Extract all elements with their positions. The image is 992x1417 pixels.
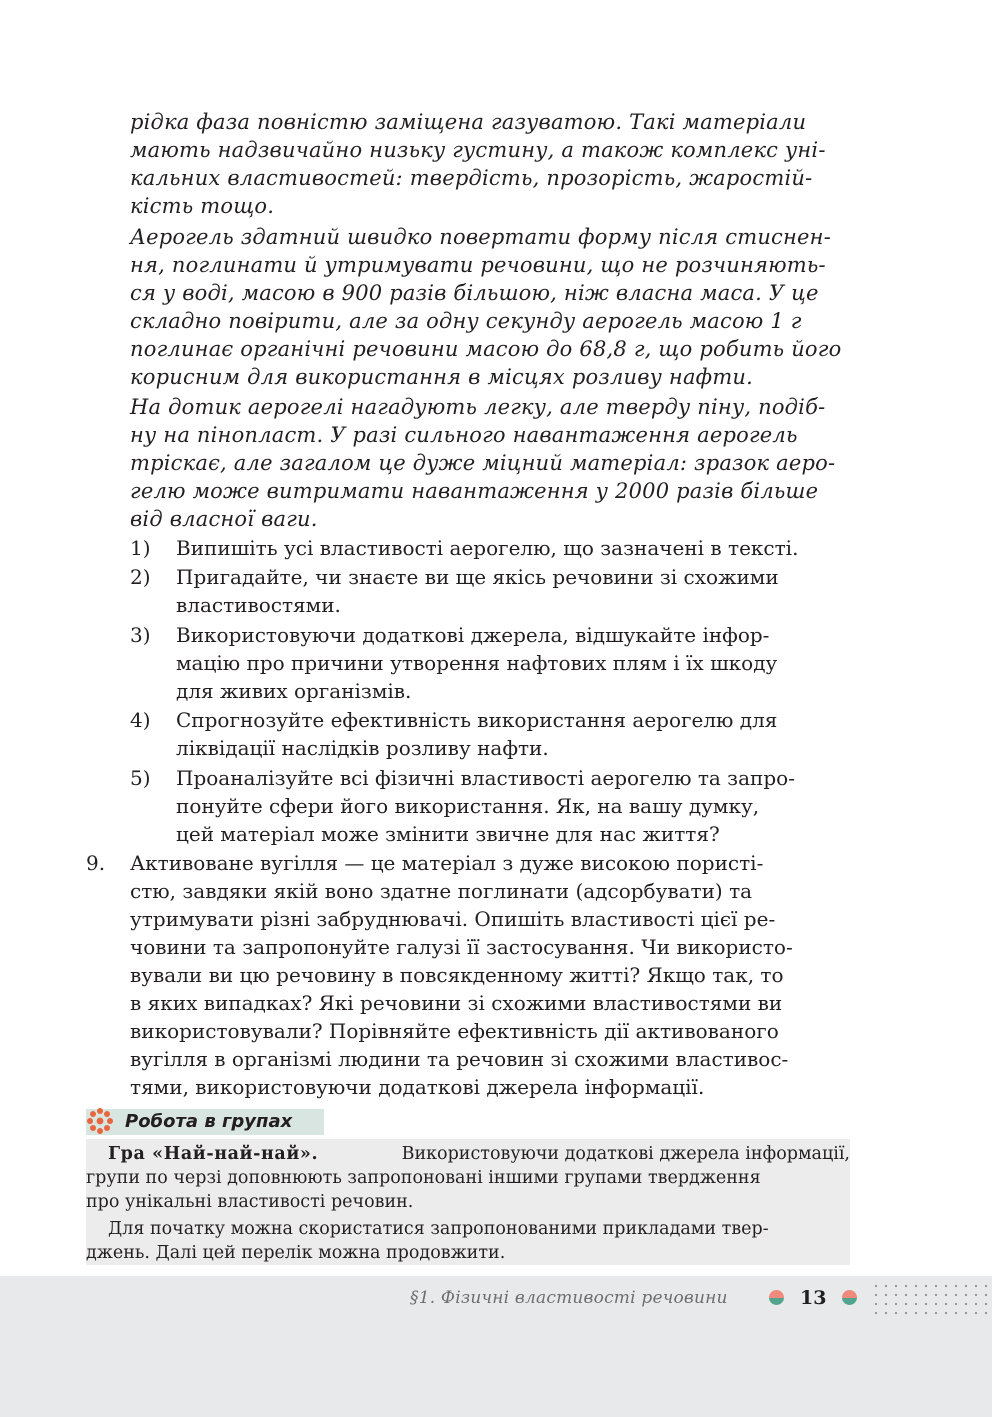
subtask-number: 1): [130, 536, 151, 560]
text-line: кість тощо.: [130, 194, 275, 218]
subtask-number: 2): [130, 565, 151, 589]
group-work-icon: [85, 1106, 115, 1136]
subtask-4: [176, 706, 852, 762]
text-line: Випишіть усі властивості аерогелю, що зазначені в тексті.: [176, 536, 799, 560]
text-line: цей матеріал може змінити звичне для нас життя?: [176, 822, 720, 846]
text-line: Для початку можна скористатися запропонованими прикладами твер-: [108, 1219, 769, 1239]
footer-section-title: §1. Фізичні властивості речовини: [410, 1288, 728, 1308]
text-line: використовували? Порівняйте ефективність дії активованого: [130, 1019, 779, 1043]
text-line: стю, завдяки якій воно здатне поглинати (адсорбувати) та: [130, 879, 753, 903]
text-line: складно повірити, але за одну секунду аерогель масою 1 г: [130, 309, 802, 333]
text-line: вували ви цю речовину в повсякденному житті? Якщо так, то: [130, 963, 784, 987]
decorative-dot-icon: [769, 1290, 784, 1305]
group-work-paragraph-1: [86, 1142, 850, 1214]
text-line: вугілля в організмі людини та речовин зі схожими властивос-: [130, 1047, 789, 1071]
text-line: джень. Далі цей перелік можна продовжити.: [86, 1243, 506, 1263]
intro-paragraph-3: [130, 393, 851, 533]
text-line: Проаналізуйте всі фізичні властивості аерогелю та запро-: [176, 766, 795, 790]
text-line: гелю може витримати навантаження у 2000 разів більше: [130, 479, 819, 503]
group-work-paragraph-2: [86, 1217, 850, 1265]
page-number: 13: [800, 1287, 827, 1309]
text-line: [86, 1142, 850, 1166]
text-line: ну на пінопласт. У разі сильного навантаження аерогель: [130, 423, 798, 447]
text-line: поглинає органічні речовини масою до 68,8 г, що робить його: [130, 337, 842, 361]
text-line: рідка фаза повністю заміщена газуватою. Такі матеріали: [130, 110, 807, 134]
text-line: утримувати різні забруднювачі. Опишіть властивості цієї ре-: [130, 907, 776, 931]
text-line: про унікальні властивості речовин.: [86, 1192, 414, 1212]
text-line: Пригадайте, чи знаєте ви ще якісь речовини зі схожими: [176, 565, 779, 589]
subtask-number: 5): [130, 766, 151, 790]
text-line: Використовуючи додаткові джерела, відшукайте інфор-: [176, 623, 770, 647]
subtask-number: 4): [130, 708, 151, 732]
subtask-2: [176, 563, 852, 619]
subtask-3: [176, 621, 852, 705]
text-line: На дотик аерогелі нагадують легку, але тверду піну, подіб-: [130, 395, 826, 419]
task-9: [130, 849, 852, 1101]
dot-grid-decoration: [872, 1282, 992, 1318]
text-fragment: Використовуючи додаткові джерела інформації,: [401, 1144, 850, 1164]
text-line: ся у воді, масою в 900 разів більшою, ніж власна маса. У це: [130, 281, 819, 305]
text-line: властивостями.: [176, 593, 341, 617]
text-line: ліквідації наслідків розливу нафти.: [176, 736, 549, 760]
task-number: 9.: [86, 851, 106, 875]
text-line: від власної ваги.: [130, 507, 318, 531]
text-line: тями, використовуючи додаткові джерела інформації.: [130, 1075, 705, 1099]
text-line: кальних властивостей: твердість, прозорість, жаростій-: [130, 166, 813, 190]
text-line: Аерогель здатний швидко повертати форму після стиснен-: [130, 225, 832, 249]
text-line: групи по черзі доповнюють запропоновані іншими групами твердження: [86, 1168, 761, 1188]
intro-paragraph-1: [130, 108, 851, 220]
text-line: корисним для використання в місцях розливу нафти.: [130, 365, 754, 389]
text-line: мацію про причини утворення нафтових плям і їх шкоду: [176, 651, 778, 675]
text-line: ня, поглинати й утримувати речовини, що не розчиняють-: [130, 253, 826, 277]
text-line: Активоване вугілля — це матеріал з дуже високою пористі-: [130, 851, 764, 875]
text-line: в яких випадках? Які речовини зі схожими властивостями ви: [130, 991, 783, 1015]
subtask-number: 3): [130, 623, 151, 647]
subtask-1: [176, 534, 852, 562]
text-line: човини та запропонуйте галузі її застосування. Чи використо-: [130, 935, 793, 959]
game-label: Гра «Най-най-най».: [108, 1144, 319, 1164]
text-line: Спрогнозуйте ефективність використання аерогелю для: [176, 708, 778, 732]
group-work-title: Робота в групах: [125, 1111, 293, 1132]
intro-paragraph-2: [130, 223, 851, 391]
text-line: тріскає, але загалом це дуже міцний матеріал: зразок аеро-: [130, 451, 836, 475]
text-line: мають надзвичайно низьку густину, а також комплекс уні-: [130, 138, 826, 162]
text-line: понуйте сфери його використання. Як, на вашу думку,: [176, 794, 760, 818]
text-line: для живих організмів.: [176, 679, 412, 703]
subtask-5: [176, 764, 852, 848]
decorative-dot-icon: [842, 1290, 857, 1305]
